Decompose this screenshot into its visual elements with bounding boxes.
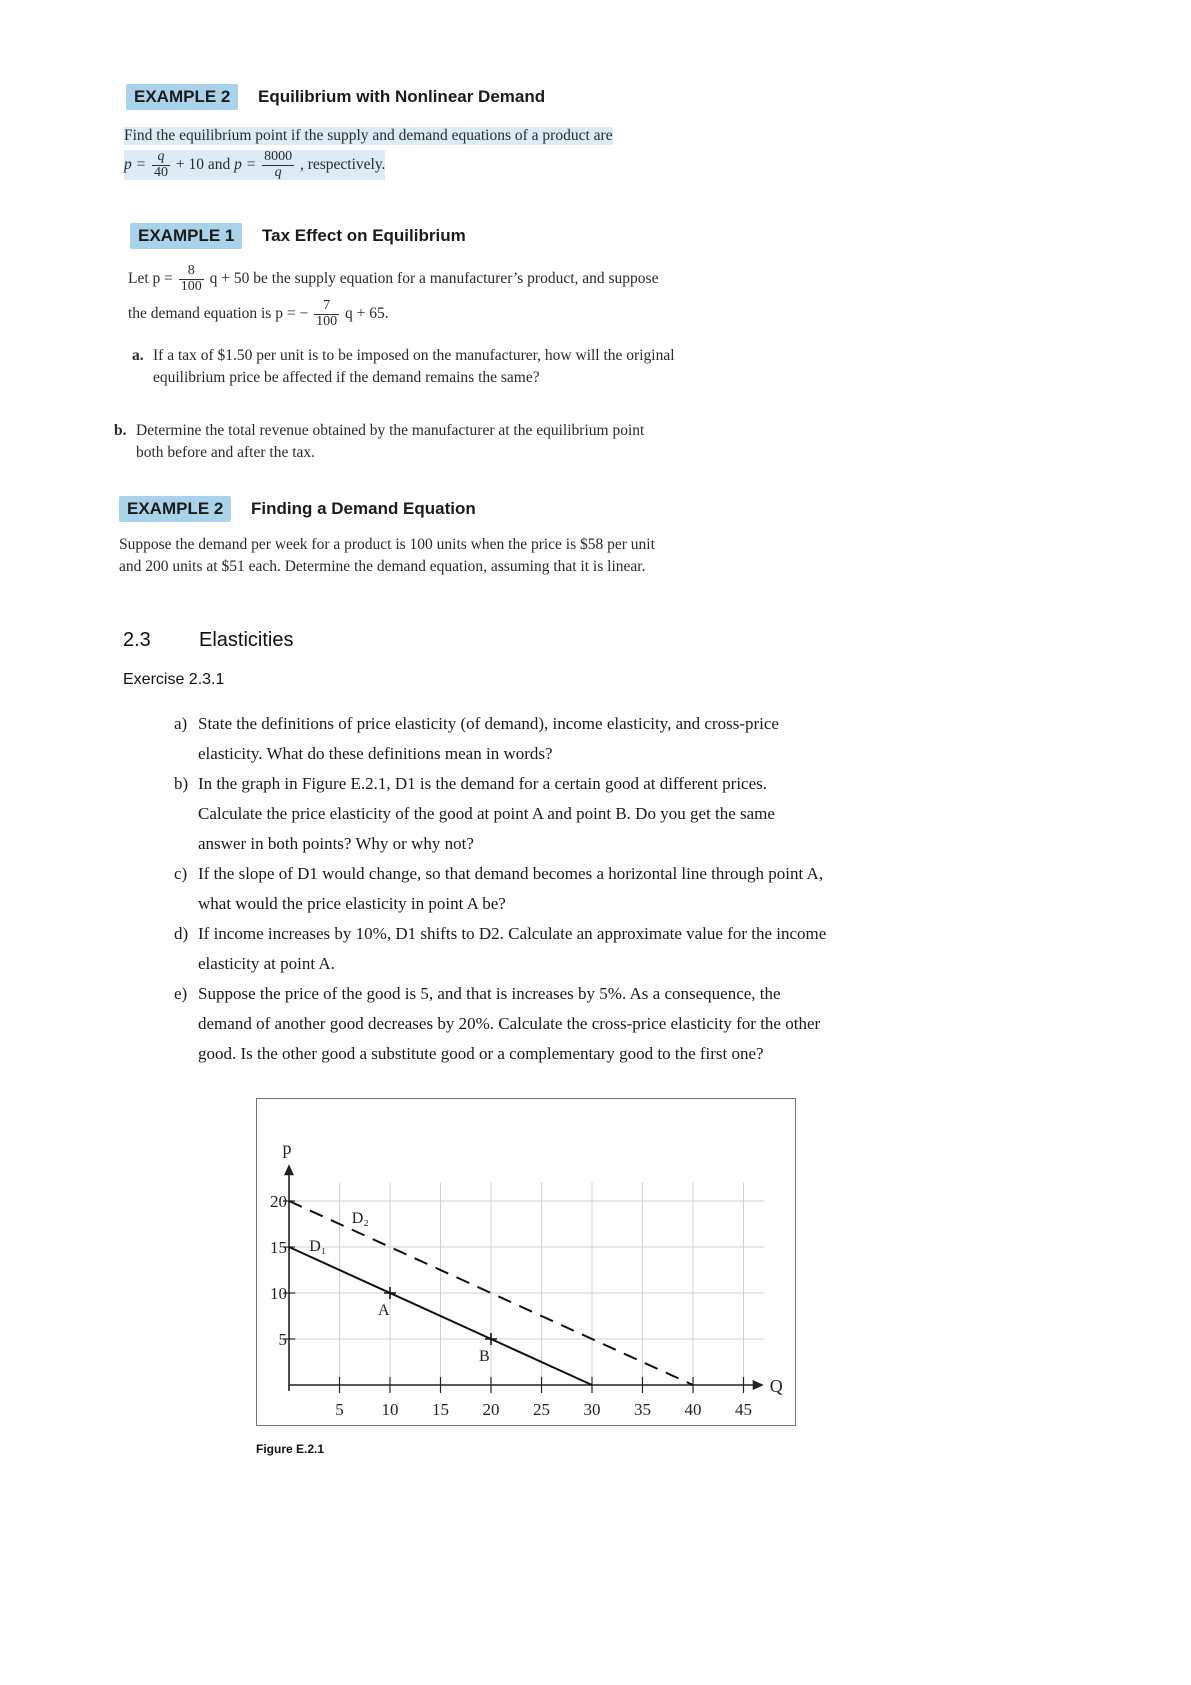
example-text-line: Find the equilibrium point if the supply and demand equations of a product are bbox=[124, 127, 613, 144]
x-tick-label: 25 bbox=[533, 1400, 550, 1419]
example-equation-line bbox=[124, 150, 385, 180]
demand-chart bbox=[256, 1098, 796, 1426]
question-item bbox=[174, 979, 934, 1069]
example-badge: EXAMPLE 1 bbox=[130, 223, 242, 249]
question-letter: c) bbox=[174, 864, 188, 883]
question-line: Calculate the price elasticity of the good at point A and point B. Do you get the same bbox=[198, 804, 775, 823]
question-item bbox=[174, 709, 934, 769]
x-tick-label: 5 bbox=[335, 1400, 344, 1419]
question-line: what would the price elasticity in point A be? bbox=[198, 894, 506, 913]
x-tick-label: 40 bbox=[684, 1400, 702, 1419]
equation-text: Let p = bbox=[128, 269, 173, 287]
question-letter: d) bbox=[174, 924, 189, 943]
question-line: elasticity. What do these definitions mean in words? bbox=[198, 744, 553, 763]
figure-caption: Figure E.2.1 bbox=[256, 1442, 325, 1456]
part-label: b. bbox=[114, 422, 127, 439]
question-line: State the definitions of price elasticity (of demand), income elasticity, and cross-price bbox=[198, 714, 779, 733]
x-tick-label: 45 bbox=[735, 1400, 752, 1419]
fraction-numerator: q bbox=[157, 149, 165, 164]
y-tick-label: 15 bbox=[270, 1238, 287, 1257]
fraction-numerator: 7 bbox=[314, 299, 339, 315]
x-tick-label: 20 bbox=[482, 1400, 500, 1419]
x-tick-label: 30 bbox=[583, 1400, 601, 1419]
exercise-label: Exercise 2.3.1 bbox=[123, 671, 225, 688]
x-axis-label: Q bbox=[769, 1376, 783, 1396]
y-axis-label: p bbox=[282, 1138, 292, 1159]
question-line: answer in both points? Why or why not? bbox=[198, 834, 474, 853]
example-text-line: Determine the total revenue obtained by the manufacturer at the equilibrium point bbox=[136, 422, 645, 439]
question-line: good. Is the other good a substitute good or a complementary good to the first one? bbox=[198, 1044, 764, 1063]
example-text-line: Suppose the demand per week for a product is 100 units when the price is $58 per unit bbox=[119, 536, 655, 553]
question-body bbox=[198, 769, 938, 859]
example-title: Finding a Demand Equation bbox=[251, 499, 476, 518]
example-text-line: If a tax of $1.50 per unit is to be imposed on the manufacturer, how will the original bbox=[153, 347, 675, 364]
example-badge: EXAMPLE 2 bbox=[126, 84, 238, 110]
question-line: If the slope of D1 would change, so that demand becomes a horizontal line through point A, bbox=[198, 864, 824, 883]
equation-text: the demand equation is p = − bbox=[128, 304, 309, 322]
section-title: Elasticities bbox=[199, 629, 294, 651]
example-equation-line bbox=[128, 264, 658, 294]
part-label: a. bbox=[132, 347, 144, 364]
equation-text: , respectively. bbox=[299, 155, 386, 173]
fraction bbox=[179, 264, 204, 294]
series-label: D₂ bbox=[351, 1210, 369, 1228]
equation-text: + 10 and bbox=[175, 155, 231, 173]
fraction-denominator: 100 bbox=[316, 313, 338, 329]
question-line: demand of another good decreases by 20%. Calculate the cross-price elasticity for the other bbox=[198, 1014, 821, 1033]
example-equation-line bbox=[128, 299, 389, 329]
fraction-denominator: 40 bbox=[153, 164, 168, 180]
example-text-line: both before and after the tax. bbox=[136, 444, 316, 461]
question-letter: a) bbox=[174, 714, 188, 733]
question-line: In the graph in Figure E.2.1, D1 is the demand for a certain good at different prices. bbox=[198, 774, 768, 793]
y-tick-label: 5 bbox=[278, 1330, 287, 1349]
x-tick-label: 10 bbox=[381, 1400, 399, 1419]
point-label: B bbox=[479, 1348, 490, 1365]
question-letter: b) bbox=[174, 774, 189, 793]
x-tick-label: 15 bbox=[432, 1400, 449, 1419]
chart-frame bbox=[257, 1099, 796, 1426]
example-text-line: equilibrium price be affected if the demand remains the same? bbox=[153, 369, 540, 386]
equation-text: p = bbox=[124, 155, 147, 173]
question-body bbox=[198, 709, 938, 769]
question-line: elasticity at point A. bbox=[198, 954, 335, 973]
example-title: Equilibrium with Nonlinear Demand bbox=[258, 87, 546, 106]
fraction bbox=[314, 299, 339, 329]
fraction-denominator: 100 bbox=[180, 278, 202, 294]
question-line: If income increases by 10%, D1 shifts to D2. Calculate an approximate value for the income bbox=[198, 924, 827, 943]
section-number: 2.3 bbox=[123, 629, 151, 651]
question-item bbox=[174, 859, 934, 919]
equation-text: p = bbox=[234, 155, 257, 173]
series-label: D₁ bbox=[309, 1237, 327, 1255]
equation-text: q + 65. bbox=[344, 304, 389, 322]
fraction-numerator: 8000 bbox=[264, 149, 293, 164]
fraction bbox=[152, 150, 170, 180]
equation-text: q + 50 be the supply equation for a manufacturer’s product, and suppose bbox=[209, 269, 659, 287]
example-text-line: and 200 units at $51 each. Determine the demand equation, assuming that it is linear. bbox=[119, 558, 646, 575]
question-item bbox=[174, 769, 934, 859]
question-body bbox=[198, 859, 938, 919]
question-body bbox=[198, 979, 938, 1069]
y-tick-label: 20 bbox=[270, 1192, 287, 1211]
question-letter: e) bbox=[174, 984, 188, 1003]
fraction-denominator: q bbox=[274, 164, 282, 180]
example-title: Tax Effect on Equilibrium bbox=[262, 226, 466, 245]
x-tick-label: 35 bbox=[634, 1400, 651, 1419]
question-body bbox=[198, 919, 938, 979]
point-label: A bbox=[378, 1302, 390, 1319]
fraction-numerator: 8 bbox=[179, 264, 204, 280]
example-badge: EXAMPLE 2 bbox=[119, 496, 231, 522]
question-line: Suppose the price of the good is 5, and that is increases by 5%. As a consequence, the bbox=[198, 984, 781, 1003]
question-item bbox=[174, 919, 934, 979]
fraction bbox=[262, 150, 294, 180]
y-tick-label: 10 bbox=[270, 1284, 287, 1303]
